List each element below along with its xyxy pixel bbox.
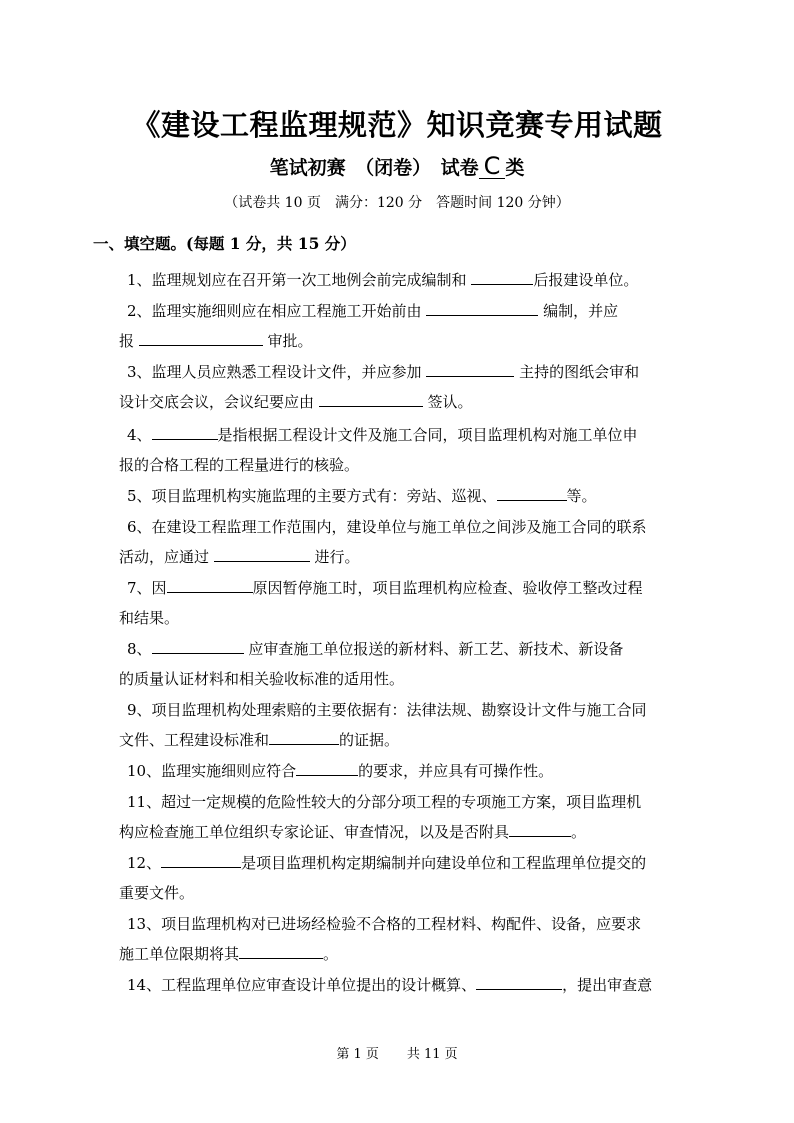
answer-blank[interactable] [296, 760, 358, 776]
answer-blank[interactable] [139, 330, 263, 346]
question-12: 12、 是项目监理机构定期编制并向建设单位和工程监理单位提交的 重要文件。 [119, 854, 647, 902]
exam-class-letter: C [479, 154, 506, 179]
answer-blank[interactable] [167, 577, 253, 593]
question-3: 3、监理人员应熟悉工程设计文件，并应参加 主持的图纸会审和 设计交底会议，会议纪要应由 签认。 [119, 363, 640, 411]
answer-blank[interactable] [214, 546, 310, 562]
question-11: 11、超过一定规模的危险性较大的分部分项工程的专项施工方案，项目监理机 构应检查施工单位组织专家论证、审查情况，以及是否附具 。 [119, 793, 642, 841]
question-7: 7、因 原因暂停施工时，项目监理机构应检查、验收停工整改过程 和结果。 [119, 579, 643, 627]
question-4: 4、 是指根据工程设计文件及施工合同，项目监理机构对施工单位申 报的合格工程的工程量进行的核验。 [119, 426, 638, 474]
question-10: 10、监理实施细则应符合 的要求，并应具有可操作性。 [127, 762, 554, 780]
answer-blank[interactable] [152, 638, 244, 654]
answer-blank[interactable] [426, 300, 538, 316]
question-5: 5、项目监理机构实施监理的主要方式有：旁站、巡视、 等。 [127, 487, 597, 505]
page-footer [0, 1043, 794, 1062]
question-6: 6、在建设工程监理工作范围内，建设单位与施工单位之间涉及施工合同的联系 活动，应通过 进行。 [119, 518, 647, 566]
answer-blank[interactable] [161, 852, 241, 868]
exam-info: （试卷共 10 页 满分：120 分 答题时间 120 分钟） [224, 195, 570, 211]
answer-blank[interactable] [426, 361, 514, 377]
question-14: 14、工程监理单位应审查设计单位提出的设计概算、 ，提出审查意 [127, 976, 653, 994]
subtitle-suffix: 类 [505, 157, 525, 179]
exam-title: 《建设工程监理规范》知识竞赛专用试题 [131, 108, 663, 142]
question-9: 9、项目监理机构处理索赔的主要依据有：法律法规、勘察设计文件与施工合同 文件、工程建设标准和 的证据。 [119, 701, 647, 749]
answer-blank[interactable] [239, 943, 323, 959]
page-total: 共 11 页 [406, 1047, 458, 1062]
answer-blank[interactable] [152, 424, 218, 440]
question-2: 2、监理实施细则应在相应工程施工开始前由 编制，并应 报 审批。 [119, 302, 619, 350]
page-number: 第 1 页 [336, 1047, 379, 1062]
answer-blank[interactable] [471, 269, 533, 285]
subtitle-prefix: 笔试初赛 （闭卷） 试卷 [269, 157, 479, 179]
section-heading: 一、填空题。(每题 1 分，共 15 分） [93, 234, 356, 253]
answer-blank[interactable] [269, 729, 339, 745]
answer-blank[interactable] [476, 974, 562, 990]
question-8: 8、 应审查施工单位报送的新材料、新工艺、新技术、新设备 的质量认证材料和相关验收标准的适用性。 [119, 640, 624, 688]
answer-blank[interactable] [319, 391, 423, 407]
answer-blank[interactable] [497, 485, 567, 501]
question-13: 13、项目监理机构对已进场经检验不合格的工程材料、构配件、设备，应要求 施工单位限期将其 。 [119, 915, 642, 963]
exam-subtitle [0, 153, 794, 180]
question-1: 1、监理规划应在召开第一次工地例会前完成编制和 后报建设单位。 [127, 271, 639, 289]
answer-blank[interactable] [509, 821, 571, 837]
